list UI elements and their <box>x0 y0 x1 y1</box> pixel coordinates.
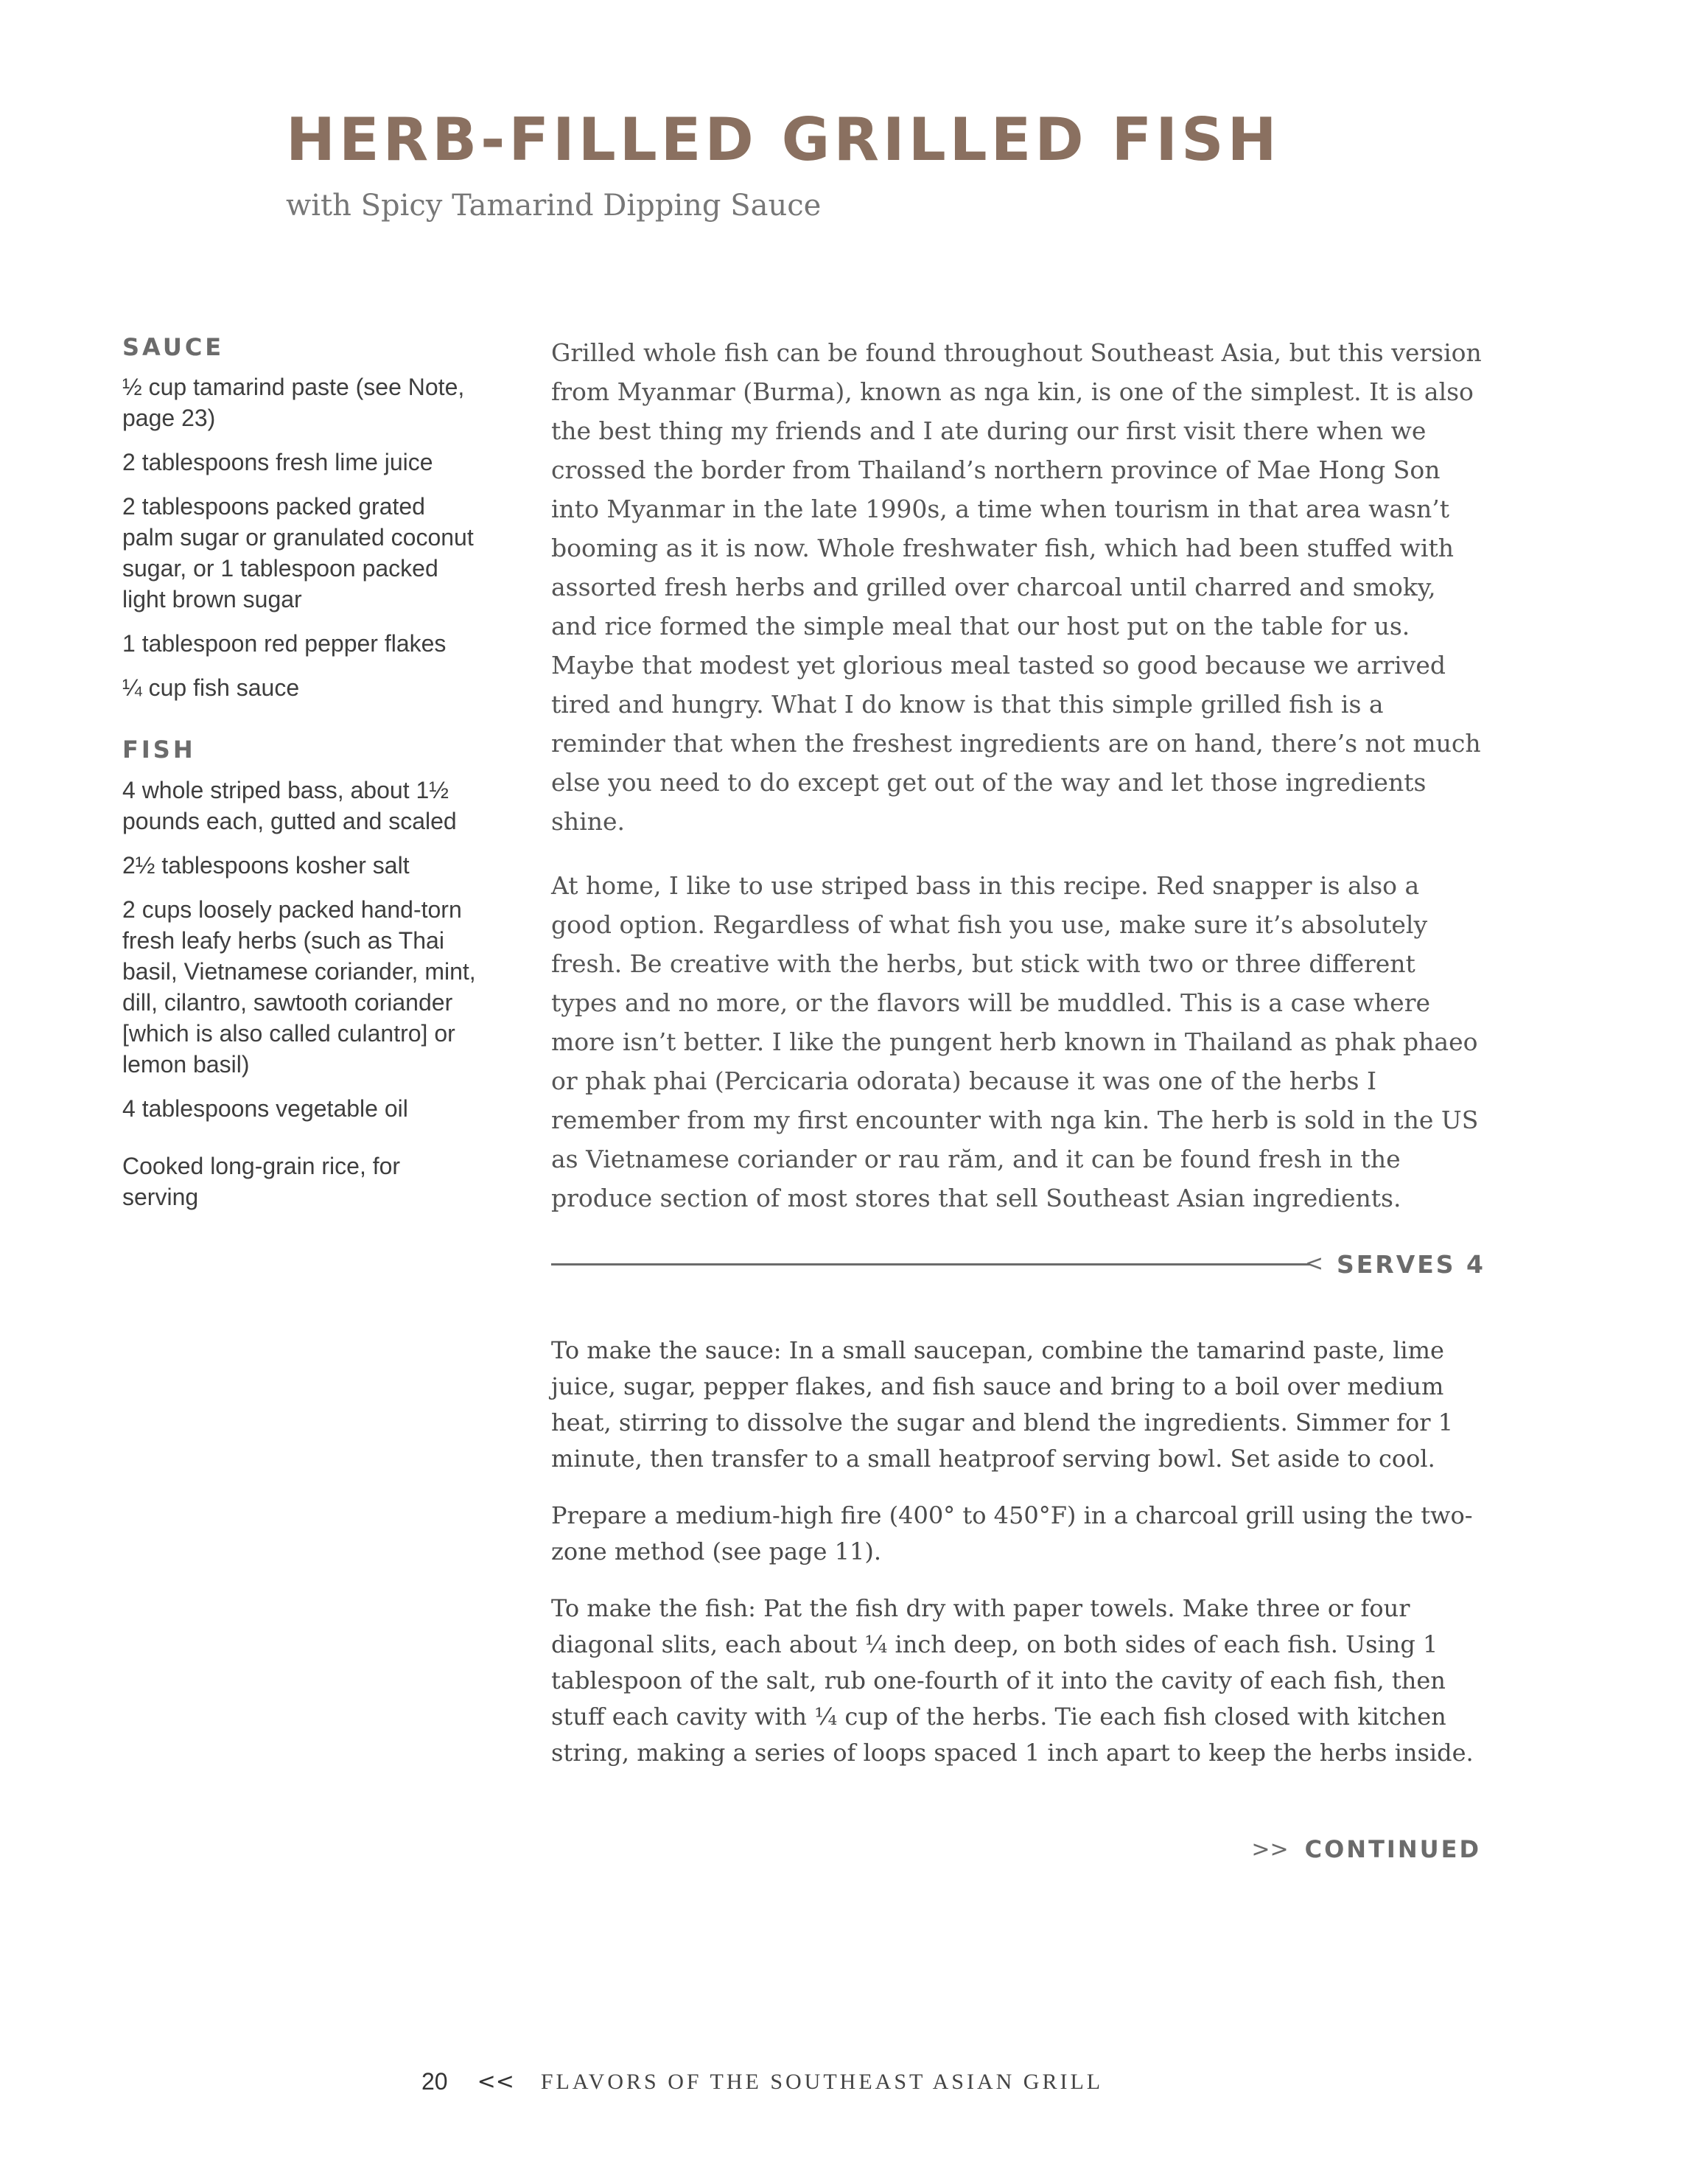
continued-label: CONTINUED <box>1304 1835 1481 1863</box>
continued-indicator <box>1253 1835 1481 1863</box>
instructions-column <box>551 333 1485 1792</box>
sauce-heading: SAUCE <box>122 333 225 361</box>
divider-rule <box>551 1263 1309 1265</box>
serves-label: SERVES 4 <box>1336 1249 1485 1279</box>
method-step: To make the sauce: In a small saucepan, combine the tamarind paste, lime juice, sugar, pepper flakes, and fish sauce and bring to a boil over medium heat, stirring to dissolve the sugar and blend the ingredients. Simmer for 1 minute, then transfer to a small heatproof serving bowl. Set aside to cool. <box>551 1336 1454 1473</box>
arrow-left-icon: < <box>1304 1251 1323 1277</box>
ingredients-column <box>122 333 476 1245</box>
ingredient-item: 2 tablespoons packed grated palm sugar or granulated coconut sugar, or 1 tablespoon packed light brown sugar <box>122 493 474 613</box>
intro-paragraph: Grilled whole fish can be found throughout Southeast Asia, but this version from Myanmar (Burma), known as nga kin, is one of the simplest. It is also the best thing my friends and I ate during our first visit there when we crossed the border from Thailand’s northern province of Mae Hong Son into Myanmar in the late 1990s, a time when tourism in that area wasn’t booming as it is now. Whole freshwater fish, which had been stuffed with assorted fresh herbs and grilled over charcoal until charred and smoky, and rice formed the simple meal that our host put on the table for us. Maybe that modest yet glorious meal tasted so good because we arrived tired and hungry. What I do know is that this simple grilled fish is a reminder that when the freshest ingredients are on hand, there’s not much else you need to do except get out of the way and let those ingredients shine. <box>551 338 1482 836</box>
recipe-title: HERB-FILLED GRILLED FISH <box>286 105 1281 174</box>
method-step: To make the fish: Pat the fish dry with paper towels. Make three or four diagonal slits, each about ¼ inch deep, on both sides of each fish. Using 1 tablespoon of the salt, rub one-fourth of it into the cavity of each fish, then stuff each cavity with ¼ cup of the herbs. Tie each fish closed with kitchen string, making a series of loops spaced 1 inch apart to keep the herbs inside. <box>551 1594 1474 1767</box>
sauce-ingredient-list <box>122 371 476 703</box>
double-chevron-left-icon: << <box>477 2069 514 2095</box>
ingredient-item: 2 tablespoons fresh lime juice <box>122 449 433 476</box>
page-footer <box>421 2068 1103 2095</box>
recipe-subtitle: with Spicy Tamarind Dipping Sauce <box>286 189 822 223</box>
intro-paragraph: At home, I like to use striped bass in this recipe. Red snapper is also a good option. Regardless of what fish you use, make sure it’s absolutely fresh. Be creative with the herbs, but stick with two or three different types and no more, or the flavors will be muddled. This is a case where more isn’t better. I like the pungent herb known in Thailand as phak phaeo or phak phai (Percicaria odorata) because it was one of the herbs I remember from my first encounter with nga kin. The herb is sold in the US as Vietnamese coriander or rau răm, and it can be found fresh in the produce section of most stores that sell Southeast Asian ingredients. <box>551 871 1479 1212</box>
ingredient-item: 2 cups loosely packed hand-torn fresh leafy herbs (such as Thai basil, Vietnamese coriander, mint, dill, cilantro, sawtooth coriander [which is also called culantro] or lemon basil) <box>122 896 476 1078</box>
ingredient-item: 2½ tablespoons kosher salt <box>122 851 410 879</box>
ingredient-item: 4 whole striped bass, about 1½ pounds each, gutted and scaled <box>122 776 457 834</box>
ingredient-item: 4 tablespoons vegetable oil <box>122 1095 408 1122</box>
fish-ingredient-list <box>122 775 476 1212</box>
page-number: 20 <box>421 2068 448 2095</box>
fish-heading: FISH <box>122 736 196 764</box>
book-title: FLAVORS OF THE SOUTHEAST ASIAN GRILL <box>540 2069 1104 2094</box>
ingredient-item: Cooked long-grain rice, for serving <box>122 1152 401 1210</box>
ingredient-item: ½ cup tamarind paste (see Note, page 23) <box>122 374 465 432</box>
ingredient-item: 1 tablespoon red pepper flakes <box>122 630 447 657</box>
serves-divider <box>551 1247 1485 1281</box>
double-chevron-right-icon: >> <box>1251 1836 1289 1862</box>
ingredient-item: ¼ cup fish sauce <box>122 674 300 702</box>
method-step: Prepare a medium-high fire (400° to 450°F) in a charcoal grill using the two-zone method (see page 11). <box>551 1501 1473 1565</box>
